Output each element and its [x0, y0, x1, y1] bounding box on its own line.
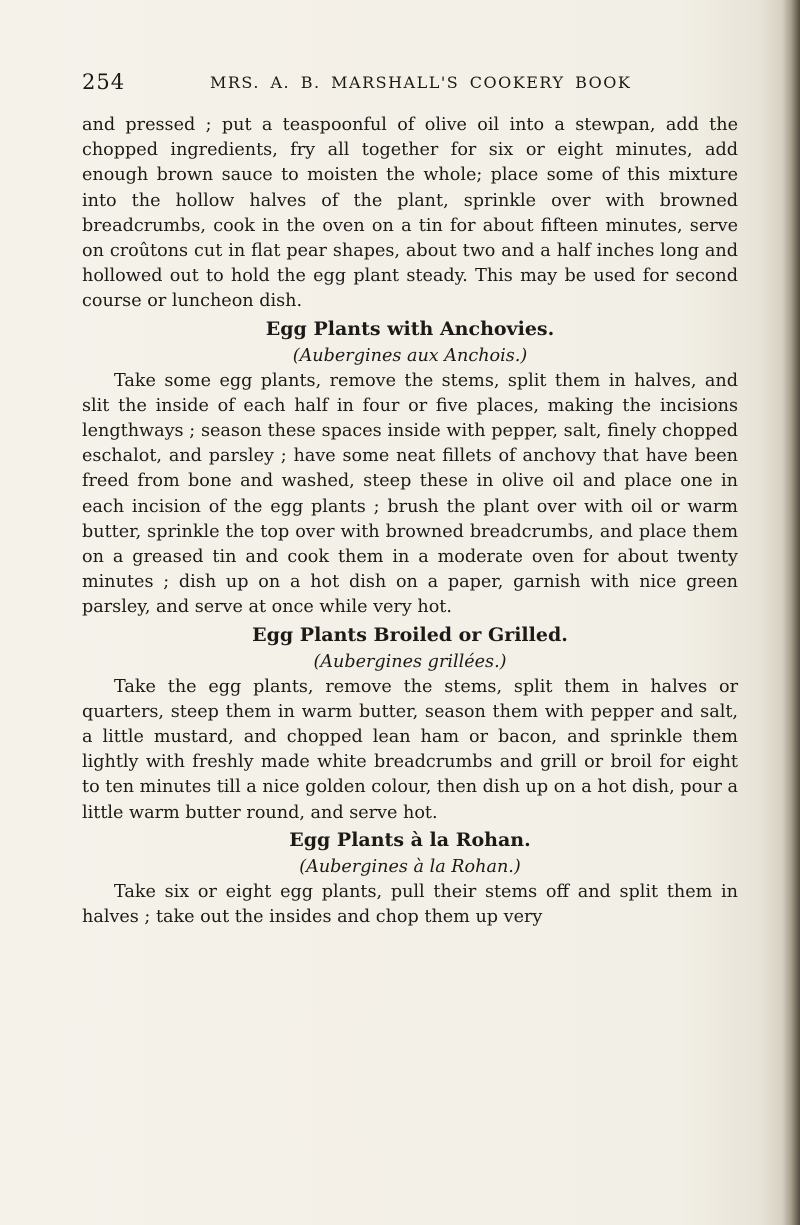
- page-header: [82, 70, 742, 100]
- running-title: MRS. A. B. MARSHALL'S COOKERY BOOK: [210, 73, 632, 92]
- recipe-anchovies: [82, 315, 738, 621]
- recipe-title: Egg Plants Broiled or Grilled.: [252, 623, 568, 646]
- recipe-body: Take the egg plants, remove the stems, split them in halves or quarters, steep them in warm butter, season them with pepper and salt, a little mustard, and chopped lean ham or bacon, and sprinkle them lightly with freshly made white breadcrumbs and grill or broil for eight to ten minutes till a nice golden colour, then dish up on a hot dish, pour a little warm butter round, and serve hot.: [82, 676, 738, 823]
- page-content: [82, 113, 738, 930]
- intro-paragraph: and pressed ; put a teaspoonful of olive oil into a stewpan, add the chopped ingredients, fry all together for six or eight minutes, add enough brown sauce to moisten the whole; place some of this mixture into the hollow halves of the plant, sprinkle over with browned breadcrumbs, cook in the oven on a tin for about fifteen minutes, serve on croûtons cut in flat pear shapes, about two and a half inches long and hollowed out to hold the egg plant steady. This may be used for second course or luncheon dish.: [82, 115, 738, 312]
- recipe-french-title: (Aubergines aux Anchois.): [292, 345, 528, 366]
- recipe-grilled: [82, 621, 738, 826]
- page-number: 254: [82, 70, 126, 94]
- recipe-body: Take some egg plants, remove the stems, split them in halves, and slit the inside of each half in four or five places, making the incisions lengthways ; season these spaces inside with pepper, salt, finely chopped eschalot, and parsley ; have some neat fillets of anchovy that have been freed from bone and washed, steep these in olive oil and place one in each incision of the egg plants ; brush the plant over with oil or warm butter, sprinkle the top over with browned breadcrumbs, and place them on a greased tin and cook them in a moderate oven for about twenty minutes ; dish up on a hot dish on a paper, garnish with nice green parsley, and serve at once while very hot.: [82, 370, 738, 618]
- recipe-french-title: (Aubergines à la Rohan.): [299, 856, 521, 877]
- recipe-rohan: [82, 826, 738, 930]
- recipe-title: Egg Plants à la Rohan.: [289, 828, 531, 851]
- recipe-title: Egg Plants with Anchovies.: [265, 317, 555, 340]
- recipe-french-title: (Aubergines grillées.): [313, 651, 507, 672]
- page-binding-edge: [782, 0, 800, 1225]
- recipe-body: Take six or eight egg plants, pull their stems off and split them in halves ; take out the insides and chop them up very: [82, 881, 738, 928]
